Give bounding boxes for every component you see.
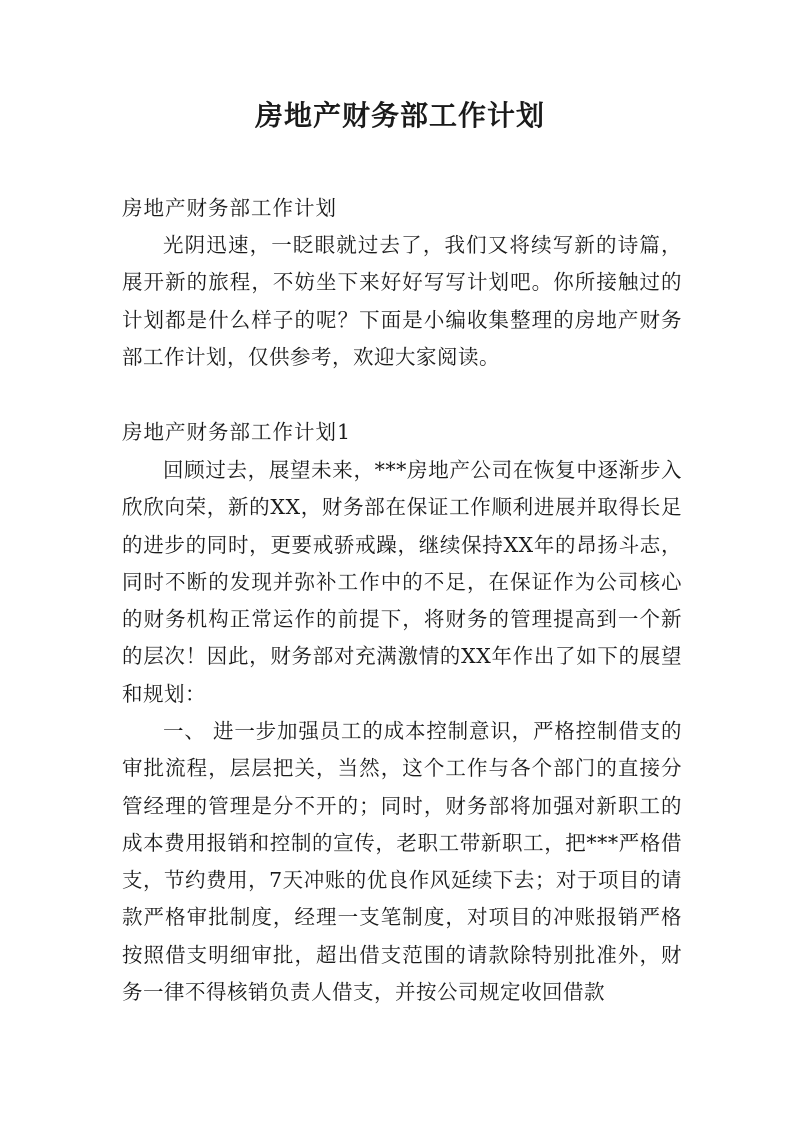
section-1-paragraph-1: 回顾过去，展望未来，***房地产公司在恢复中逐渐步入欣欣向荣，新的XX，财务部在保证工作顺利进展并取得长足的进步的同时，更要戒骄戒躁，继续保持XX年的昂扬斗志，同时不断的发现并弥补工作中的不足，在保证作为公司核心的财务机构正常运作的前提下，将财务的管理提高到一个新的层次！因此，财务部对充满激情的XX年作出了如下的展望和规划： [122, 458, 682, 706]
section-heading-1: 房地产财务部工作计划1 [122, 420, 352, 444]
document-title: 房地产财务部工作计划 [254, 99, 545, 132]
intro-paragraph: 光阴迅速，一眨眼就过去了，我们又将续写新的诗篇，展开新的旅程，不妨坐下来好好写写计划吧。你所接触过的计划都是什么样子的呢？下面是小编收集整理的房地产财务部工作计划，仅供参考，欢迎大家阅读。 [122, 233, 682, 369]
document-subtitle: 房地产财务部工作计划 [122, 196, 337, 220]
section-1-paragraph-2: 一、 进一步加强员工的成本控制意识，严格控制借支的审批流程，层层把关，当然，这个工作与各个部门的直接分管经理的管理是分不开的；同时，财务部将加强对新职工的成本费用报销和控制的宣传，老职工带新职工，把***严格借支，节约费用，7天冲账的优良作风延续下去；对于项目的请款严格审批制度，经理一支笔制度，对项目的冲账报销严格按照借支明细审批，超出借支范围的请款除特别批准外，财务一律不得核销负责人借支，并按公司规定收回借款 [122, 719, 682, 1005]
